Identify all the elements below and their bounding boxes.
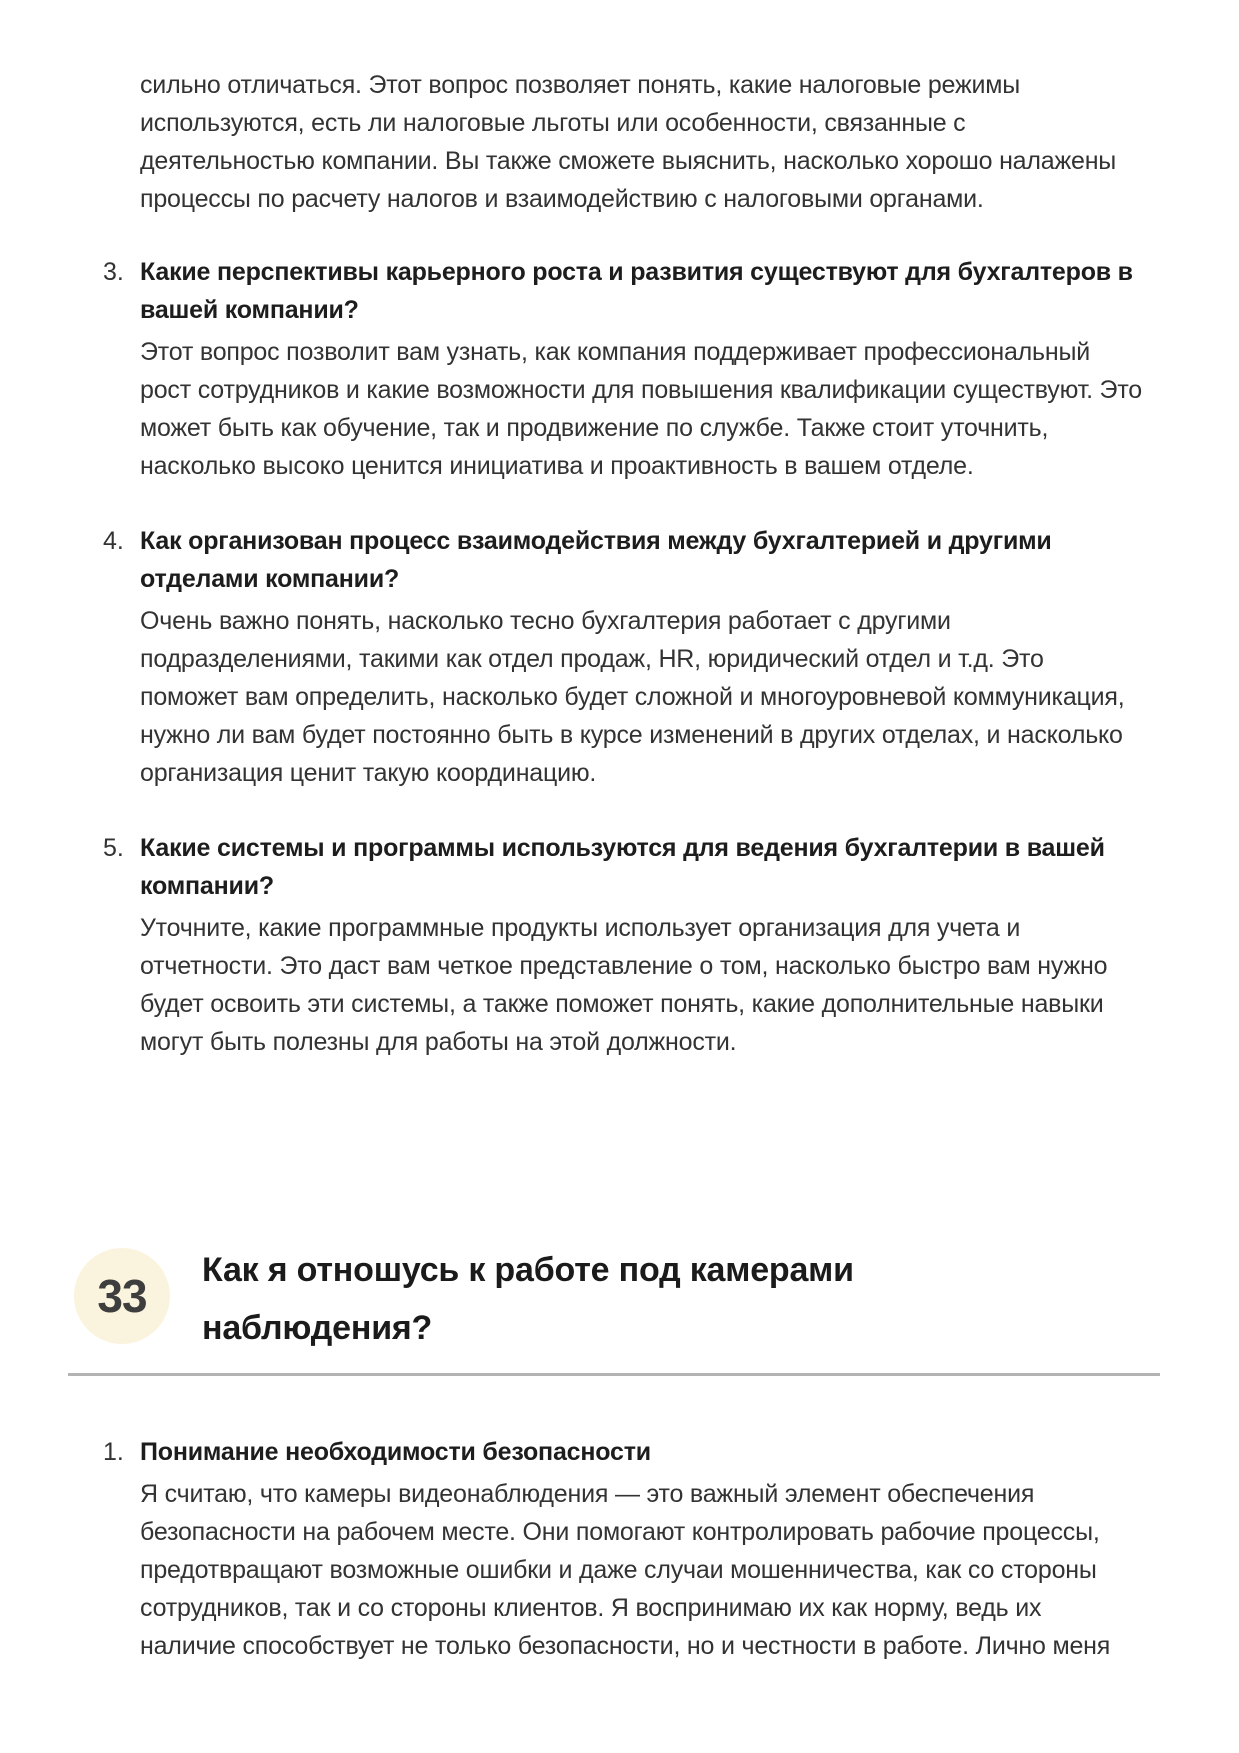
question-title: Какие перспективы карьерного роста и развития существуют для бухгалтеров в вашей компании? <box>140 258 1133 324</box>
question-answer: Уточните, какие программные продукты использует организация для учета и отчетности. Это даст вам четкое представление о том, насколько быстро вам нужно будет освоить эти системы, а также поможет понять, какие дополнительные навыки могут быть полезны для работы на этой должности. <box>140 914 1108 1056</box>
question-answer: Этот вопрос позволит вам узнать, как компания поддерживает профессиональный рост сотрудников и какие возможности для повышения квалификации существуют. Это может быть как обучение, так и продвижение по службе. Также стоит уточнить, насколько высоко ценится инициатива и проактивность в вашем отделе. <box>140 338 1142 480</box>
list-number: 3. <box>103 258 124 286</box>
question-title: Какие системы и программы используются для ведения бухгалтерии в вашей компании? <box>140 834 1105 900</box>
page-content <box>97 66 1142 1665</box>
list-number: 5. <box>103 834 124 862</box>
answer-list <box>103 1433 1142 1665</box>
section-header <box>74 1248 1142 1357</box>
answer-text: Я считаю, что камеры видеонаблюдения — это важный элемент обеспечения безопасности на рабочем месте. Они помогают контролировать рабочие процессы, предотвращают возможные ошибки и даже случаи мошенничества, как со стороны сотрудников, так и со стороны клиентов. Я воспринимаю их как норму, ведь их наличие способствует не только безопасности, но и честности в работе. Лично меня <box>140 1480 1111 1660</box>
list-item-answer-1 <box>103 1433 1142 1665</box>
list-number: 4. <box>103 527 124 555</box>
list-item-question-4 <box>103 522 1142 792</box>
list-item-question-3 <box>103 253 1142 485</box>
question-title: Как организован процесс взаимодействия между бухгалтерией и другими отделами компании? <box>140 527 1052 593</box>
intro-paragraph: сильно отличаться. Этот вопрос позволяет понять, какие налоговые режимы используются, есть ли налоговые льготы или особенности, связанные с деятельностью компании. Вы также сможете выяснить, насколько хорошо налажены процессы по расчету налогов и взаимодействию с налоговыми органами. <box>140 71 1117 213</box>
answer-heading: Понимание необходимости безопасности <box>140 1438 651 1466</box>
list-item-question-5 <box>103 829 1142 1061</box>
list-number: 1. <box>103 1438 124 1466</box>
section-number-badge: 33 <box>74 1248 170 1344</box>
questions-list <box>103 253 1142 1061</box>
section-divider <box>68 1373 1160 1376</box>
question-answer: Очень важно понять, насколько тесно бухгалтерия работает с другими подразделениями, такими как отдел продаж, HR, юридический отдел и т.д. Это поможет вам определить, насколько будет сложной и многоуровневой коммуникация, нужно ли вам будет постоянно быть в курсе изменений в других отделах, и насколько организация ценит такую координацию. <box>140 607 1125 787</box>
section-title: Как я отношусь к работе под камерами наблюдения? <box>202 1251 854 1347</box>
